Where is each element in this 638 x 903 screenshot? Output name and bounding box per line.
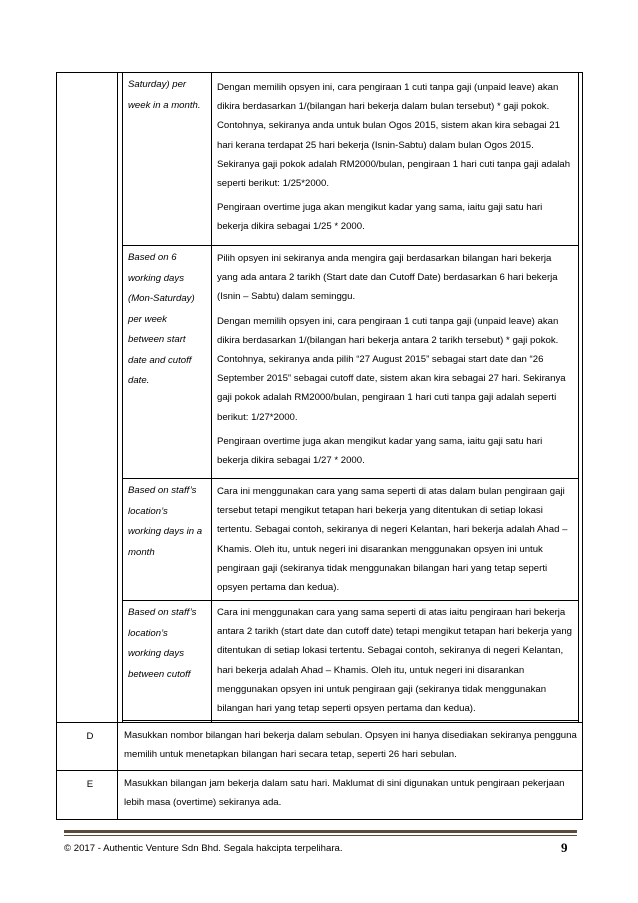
footer-rule-thin xyxy=(64,835,577,836)
option-label-line: location’s xyxy=(128,627,168,639)
page-number: 9 xyxy=(561,840,568,855)
description-paragraph: Pengiraan overtime juga akan mengikut kadar yang sama, iaitu gaji satu hari bekerja dikira sebagai 1/25 * 2000. xyxy=(217,202,543,233)
row-key-d: D xyxy=(86,731,94,742)
option-description xyxy=(217,603,572,718)
footer-copyright: © 2017 - Authentic Venture Sdn Bhd. Segala hakcipta terpelihara. xyxy=(64,843,343,854)
description-paragraph: Dengan memilih opsyen ini, cara pengiraan 1 cuti tanpa gaji (unpaid leave) akan dikira berdasarkan 1/(bilangan hari bekerja antara 2 tarikh tersebut) * gaji pokok. Contohnya, sekiranya anda pilih “27 August 2015” sebagai start date dan “26 September 2015” sebagai cutoff date, sistem akan kira sebagai 27 hari. Sekiranya gaji pokok adalah RM2000/bulan, pengiraan 1 hari cuti tanpa gaji adalah seperti berikut: 1/27*2000. xyxy=(217,315,566,423)
option-description xyxy=(217,482,572,597)
table-col-divider xyxy=(117,72,118,820)
table-row-divider-d xyxy=(56,722,583,723)
option-label-line: week in a month. xyxy=(128,99,201,111)
option-label-line: between start xyxy=(128,334,186,345)
description-paragraph: Cara ini menggunakan cara yang sama seperti di atas dalam bulan pengiraan gaji tersebut tetapi mengikut tetapan hari bekerja yang ditentukan di setiap lokasi tertentu. Sebagai contoh, sekiranya di negeri Kelantan, hari bekerja adalah Ahad – Khamis. Oleh itu, untuk negeri ini disarankan menggunakan opsyen ini untuk pengiraan gaji (sekiranya tidak menggunakan bilangan hari yang tetap seperti opsyen pertama dan kedua). xyxy=(217,486,568,594)
inner-row-divider-1 xyxy=(122,245,578,246)
option-label-line: per week xyxy=(128,313,167,325)
footer-rule xyxy=(64,830,577,833)
inner-row-divider-4 xyxy=(122,720,578,721)
option-description xyxy=(217,249,572,470)
option-label-line: date. xyxy=(128,375,150,386)
row-description-d: Masukkan nombor bilangan hari bekerja dalam sebulan. Opsyen ini hanya disediakan sekiranya pengguna memilih untuk menetapkan bilangan hari secara tetap, seperti 26 hari sebulan. xyxy=(124,730,577,761)
option-label-line: working days xyxy=(128,272,184,284)
inner-row-divider-3 xyxy=(122,600,578,601)
description-paragraph: Pengiraan overtime juga akan mengikut kadar yang sama, iaitu gaji satu hari bekerja dikira sebagai 1/27 * 2000. xyxy=(217,435,543,467)
table-row-divider-e xyxy=(56,770,583,771)
description-paragraph: Pilih opsyen ini sekiranya anda mengira gaji berdasarkan bilangan hari bekerja yang ada antara 2 tarikh (Start date dan Cutoff Date) berdasarkan 6 hari bekerja (Isnin – Sabtu) dalam seminggu. xyxy=(217,253,558,303)
option-label-line: working days in a xyxy=(128,526,203,537)
inner-row-divider-2 xyxy=(122,478,578,479)
table-border-right xyxy=(582,72,583,820)
row-key-e: E xyxy=(86,779,94,790)
option-label-line: month xyxy=(128,546,155,558)
option-label-line: Saturday) per xyxy=(128,79,187,90)
option-label xyxy=(128,481,208,563)
option-label-line: location’s xyxy=(128,505,168,517)
option-label-line: Based on staff’s xyxy=(128,485,197,496)
inner-table-mid xyxy=(211,72,212,722)
inner-table-left xyxy=(122,72,123,722)
option-label-line: Based on 6 xyxy=(128,252,177,263)
option-label xyxy=(128,75,208,116)
description-paragraph: Cara ini menggunakan cara yang sama seperti di atas iaitu pengiraan hari bekerja antara 2 tarikh (start date dan cutoff date) tetapi mengikut tetapan hari bekerja yang ditentukan di setiap lokasi tertentu. Sebagai contoh, sekiranya di negeri Kelantan, hari bekerja adalah Ahad – Khamis. Oleh itu, untuk negeri ini disarankan menggunakan opsyen ini untuk pengiraan gaji (sekiranya tidak menggunakan bilangan hari yang tetap seperti opsyen pertama dan kedua). xyxy=(217,607,573,715)
description-paragraph: Dengan memilih opsyen ini, cara pengiraan 1 cuti tanpa gaji (unpaid leave) akan dikira berdasarkan 1/(bilangan hari bekerja dalam bulan tersebut) * gaji pokok. Contohnya, sekiranya anda untuk bulan Ogos 2015, sistem akan kira sebagai 21 hari kerana terdapat 25 hari bekerja (Isnin-Sabtu) dalam bulan Ogos 2015. Sekiranya gaji pokok adalah RM2000/bulan, pengiraan 1 hari cuti tanpa gaji adalah seperti berikut: 1/25*2000. xyxy=(217,82,571,190)
option-label xyxy=(128,248,208,392)
option-label-line: working days xyxy=(128,648,184,659)
table-border-top xyxy=(56,72,583,73)
option-label-line: (Mon-Saturday) xyxy=(128,293,195,304)
option-label-line: date and cutoff xyxy=(128,354,192,366)
option-label-line: Based on staff’s xyxy=(128,607,197,618)
table-border-bottom xyxy=(56,819,583,820)
inner-table-right xyxy=(578,72,579,722)
row-description-e: Masukkan bilangan jam bekerja dalam satu hari. Maklumat di sini digunakan untuk pengiraan pekerjaan lebih masa (overtime) sekiranya ada. xyxy=(124,778,565,809)
option-label-line: between cutoff xyxy=(128,668,191,680)
table-border-left xyxy=(56,72,57,820)
option-label xyxy=(128,603,208,685)
option-description xyxy=(217,78,572,237)
